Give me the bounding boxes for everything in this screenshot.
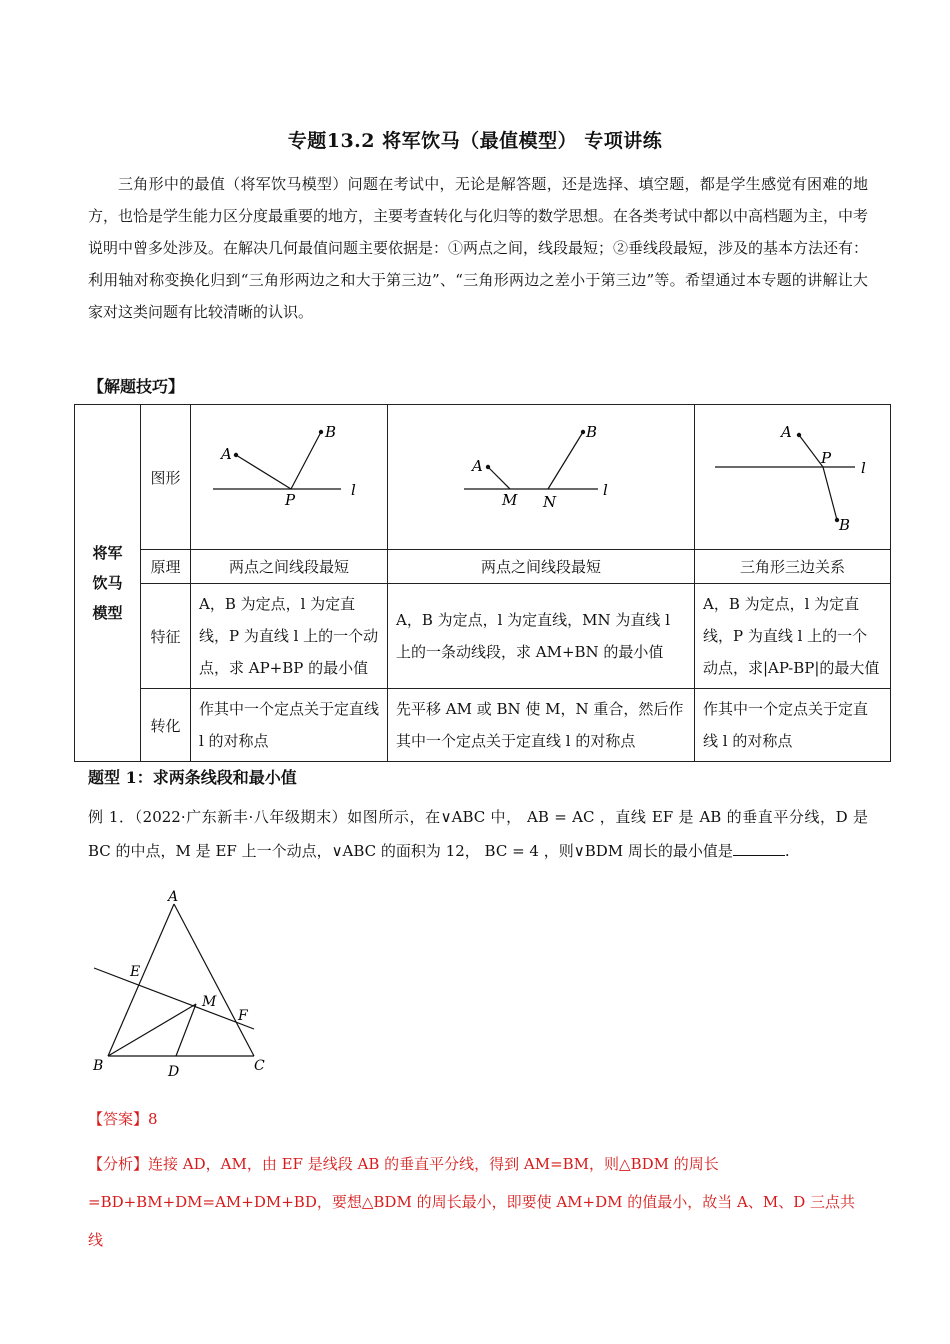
fig1-label-a: A (220, 445, 232, 463)
geo-label-f: F (238, 1008, 248, 1024)
geo-label-e: E (130, 964, 141, 980)
figure-cell-2 (387, 405, 694, 550)
figure-cell-1 (190, 405, 387, 550)
technique-table (74, 404, 891, 762)
fig3-label-p: P (820, 449, 832, 467)
principle-2: 两点之间线段最短 (387, 550, 694, 584)
transform-1: 作其中一个定点关于定直线 l 的对称点 (190, 689, 387, 762)
fig3-label-l: l (860, 459, 866, 477)
example-text: 例 1．（2022·广东新丰·八年级期末）如图所示，在∨ABC 中， AB = AC ，直线 EF 是 AB 的垂直平分线，D 是 BC 的中点，M 是 EF 上一个动点，∨ABC 的面积为 12， BC = 4 ，则∨BDM 周长的最小值是 (88, 808, 868, 860)
row-label-feature: 特征 (140, 584, 190, 689)
figure-cell-3 (694, 405, 890, 550)
analysis-label: 【分析】 (88, 1155, 149, 1173)
row-label-figure: 图形 (140, 405, 190, 550)
skills-heading: 【解题技巧】 (88, 377, 185, 396)
fig2-label-m: M (501, 491, 518, 509)
answer-line (88, 1108, 158, 1129)
geo-label-a: A (168, 889, 179, 905)
analysis-text: 连接 AD，AM，由 EF 是线段 AB 的垂直平分线，得到 AM=BM，则△BDM 的周长=BD+BM+DM=AM+DM+BD，要想△BDM 的周长最小，即要使 AM+DM 的值最小，故当 A、M、D 三点共线 (88, 1155, 856, 1249)
example-1 (88, 800, 868, 868)
type1-heading: 题型 1：求两条线段和最小值 (88, 768, 297, 787)
transform-3: 作其中一个定点关于定直线 l 的对称点 (694, 689, 890, 762)
fig1-label-b: B (324, 423, 337, 441)
analysis-paragraph (88, 1145, 868, 1259)
feature-1: A，B 为定点，l 为定直线，P 为直线 l 上的一个动点，求 AP+BP 的最小值 (190, 584, 387, 689)
answer-label: 【答案】 (88, 1110, 149, 1128)
fig2-label-n: N (542, 493, 557, 511)
model-label: 将军饮马模型 (92, 544, 123, 622)
model-label-cell (75, 405, 141, 762)
geo-label-m: M (202, 994, 217, 1010)
intro-paragraph: 三角形中的最值（将军饮马模型）问题在考试中，无论是解答题，还是选择、填空题，都是学生感觉有困难的地方，也恰是学生能力区分度最重要的地方，主要考查转化与化归等的数学思想。在各类考试中都以中高档题为主，中考说明中曾多处涉及。在解决几何最值问题主要依据是：①两点之间，线段最短；②垂线段最短，涉及的基本方法还有：利用轴对称变换化归到“三角形两边之和大于第三边”、“三角形两边之差小于第三边”等。希望通过本专题的讲解让大家对这类问题有比较清晰的认识。 (88, 175, 869, 321)
fig1-label-p: P (284, 491, 296, 509)
figure-diff-max (695, 405, 890, 545)
transform-2: 先平移 AM 或 BN 使 M，N 重合，然后作其中一个定点关于定直线 l 的对称点 (387, 689, 694, 762)
geo-label-d: D (168, 1064, 180, 1080)
geo-label-c: C (254, 1058, 265, 1074)
feature-2: A，B 为定点，l 为定直线，MN 为直线 l 上的一条动线段，求 AM+BN 的最小值 (387, 584, 694, 689)
principle-1: 两点之间线段最短 (190, 550, 387, 584)
figure-segment-min (388, 405, 694, 545)
row-label-principle: 原理 (140, 550, 190, 584)
fig2-label-a: A (471, 457, 483, 475)
page-title: 专题13.2 将军饮马（最值模型） 专项讲练 (287, 130, 663, 152)
geo-label-b: B (93, 1058, 104, 1074)
fig1-label-l: l (350, 481, 356, 499)
figure-sum-min (191, 405, 387, 545)
answer-blank (733, 841, 785, 856)
principle-3: 三角形三边关系 (694, 550, 890, 584)
example-end: . (784, 842, 790, 860)
triangle-figure (88, 886, 288, 1086)
fig2-label-b: B (585, 423, 598, 441)
answer-value: 8 (148, 1110, 158, 1128)
fig2-label-l: l (602, 481, 608, 499)
fig3-label-a: A (780, 423, 792, 441)
fig3-label-b: B (838, 516, 851, 534)
row-label-transform: 转化 (140, 689, 190, 762)
feature-3: A，B 为定点，l 为定直线，P 为直线 l 上的一个动点，求|AP-BP|的最大值 (694, 584, 890, 689)
